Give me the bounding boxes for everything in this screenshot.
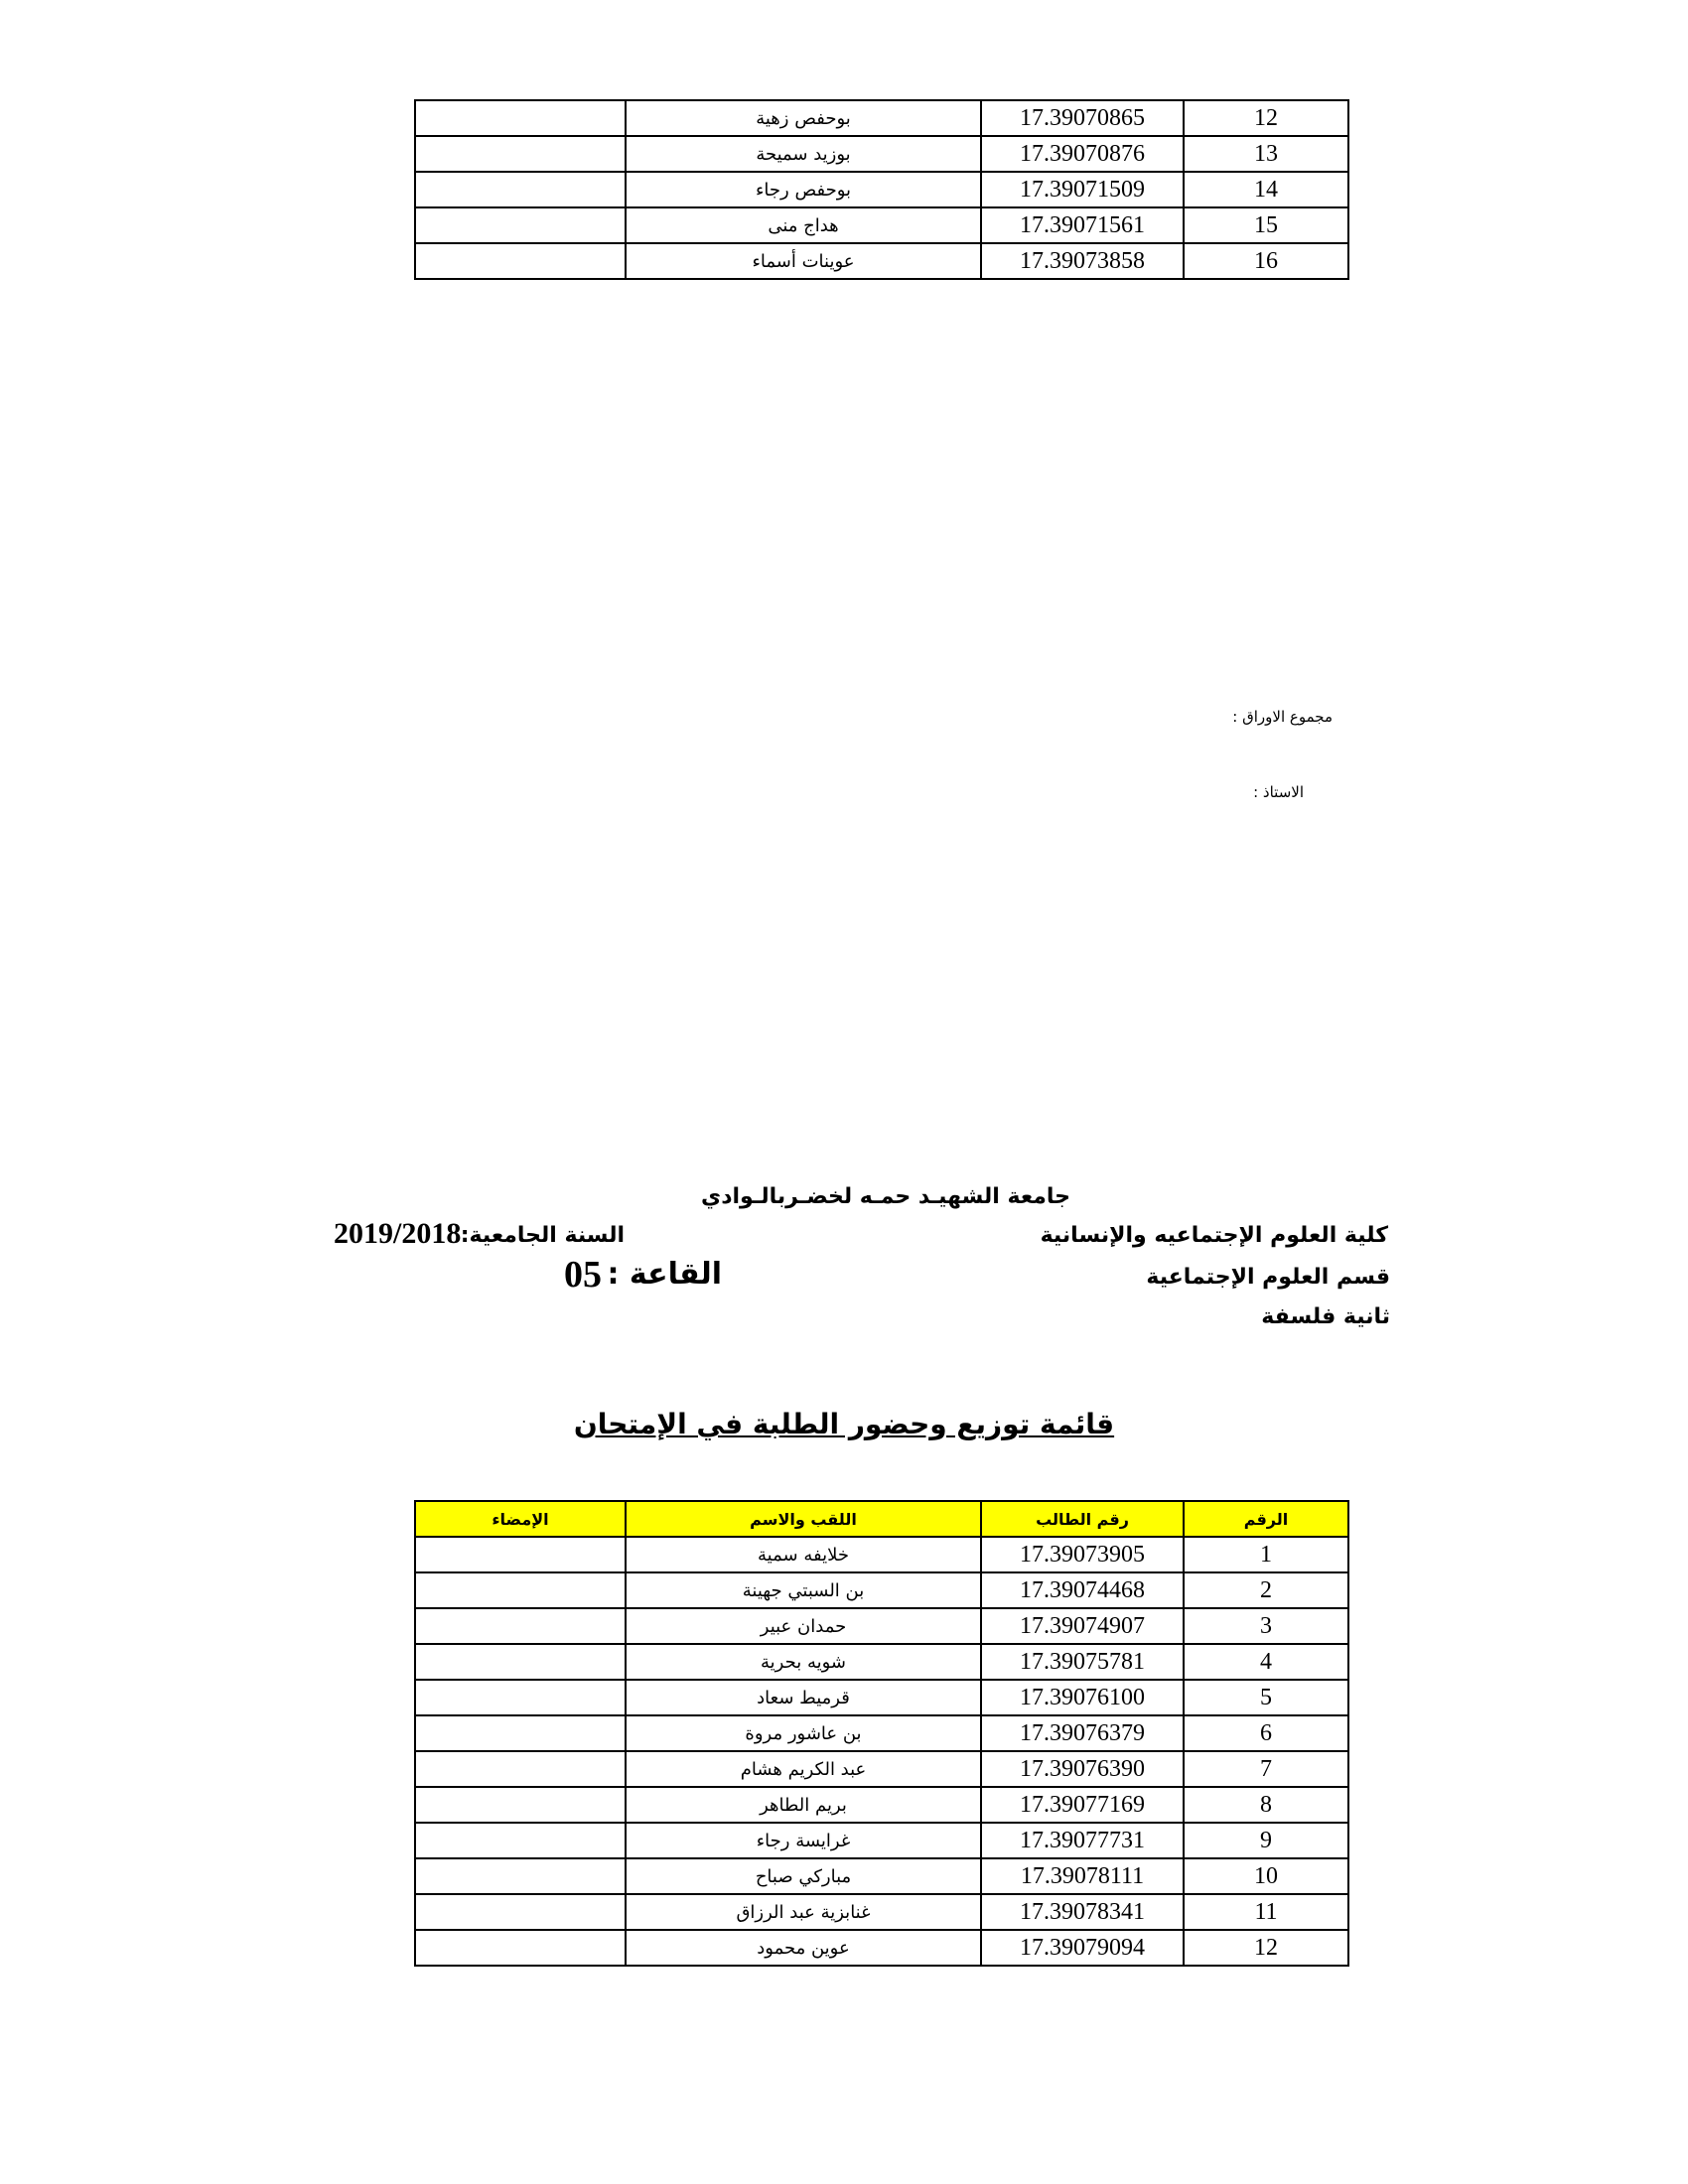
student-id-cell: 17.39079094 <box>981 1930 1184 1966</box>
name-cell: بوزيد سميحة <box>626 136 981 172</box>
student-id-cell: 17.39078111 <box>981 1858 1184 1894</box>
previous-page-table <box>414 99 1349 280</box>
professor-label: الاستاذ : <box>1253 783 1304 801</box>
student-id-cell: 17.39074468 <box>981 1572 1184 1608</box>
row-number-cell: 7 <box>1184 1751 1348 1787</box>
signature-cell <box>415 1608 626 1644</box>
student-id-cell: 17.39074907 <box>981 1608 1184 1644</box>
row-number-cell: 9 <box>1184 1823 1348 1858</box>
table-row <box>415 1787 1348 1823</box>
student-id-cell: 17.39077731 <box>981 1823 1184 1858</box>
name-cell: بوحفص زهية <box>626 100 981 136</box>
row-number-cell: 10 <box>1184 1858 1348 1894</box>
table-row <box>415 172 1348 207</box>
row-number-cell: 14 <box>1184 172 1348 207</box>
signature-cell <box>415 1715 626 1751</box>
table-row <box>415 207 1348 243</box>
signature-cell <box>415 1930 626 1966</box>
name-cell: بن السبتي جهينة <box>626 1572 981 1608</box>
table-row <box>415 100 1348 136</box>
name-cell: هداج منى <box>626 207 981 243</box>
signature-cell <box>415 100 626 136</box>
table-row <box>415 1680 1348 1715</box>
table-row <box>415 136 1348 172</box>
row-number-cell: 13 <box>1184 136 1348 172</box>
table-row <box>415 1537 1348 1572</box>
attendance-table-body <box>415 1537 1348 1966</box>
level-name: ثانية فلسفة <box>1261 1304 1390 1329</box>
name-cell: حمدان عبير <box>626 1608 981 1644</box>
header-signature: الإمضاء <box>415 1501 626 1537</box>
header-name: اللقب والاسم <box>626 1501 981 1537</box>
name-cell: قرميط سعاد <box>626 1680 981 1715</box>
row-number-cell: 8 <box>1184 1787 1348 1823</box>
signature-cell <box>415 136 626 172</box>
student-id-cell: 17.39076379 <box>981 1715 1184 1751</box>
name-cell: مباركي صباح <box>626 1858 981 1894</box>
name-cell: عبد الكريم هشام <box>626 1751 981 1787</box>
student-id-cell: 17.39078341 <box>981 1894 1184 1930</box>
table-row <box>415 1608 1348 1644</box>
table-row <box>415 1930 1348 1966</box>
row-number-cell: 12 <box>1184 100 1348 136</box>
hall-number: 05 <box>564 1254 602 1296</box>
row-number-cell: 3 <box>1184 1608 1348 1644</box>
name-cell: غرايسة رجاء <box>626 1823 981 1858</box>
name-cell: خلايفه سمية <box>626 1537 981 1572</box>
department-name: قسم العلوم الإجتماعية <box>1146 1265 1390 1290</box>
row-number-cell: 16 <box>1184 243 1348 279</box>
student-id-cell: 17.39070865 <box>981 100 1184 136</box>
student-id-cell: 17.39071509 <box>981 172 1184 207</box>
academic-year-value: 2019/2018 <box>334 1217 462 1250</box>
academic-year-label: السنة الجامعية: <box>460 1223 625 1248</box>
row-number-cell: 5 <box>1184 1680 1348 1715</box>
student-id-cell: 17.39075781 <box>981 1644 1184 1680</box>
page-title: قائمة توزيع وحضور الطلبة في الإمتحان <box>573 1408 1115 1440</box>
signature-cell <box>415 1644 626 1680</box>
header-number: الرقم <box>1184 1501 1348 1537</box>
row-number-cell: 2 <box>1184 1572 1348 1608</box>
student-id-cell: 17.39077169 <box>981 1787 1184 1823</box>
name-cell: بوحفص رجاء <box>626 172 981 207</box>
table-row <box>415 1644 1348 1680</box>
university-name: جامعة الشهيـد حمـه لخضـربالـوادي <box>701 1184 1070 1209</box>
row-number-cell: 12 <box>1184 1930 1348 1966</box>
signature-cell <box>415 172 626 207</box>
table-row <box>415 1823 1348 1858</box>
name-cell: بن عاشور مروة <box>626 1715 981 1751</box>
signature-cell <box>415 1680 626 1715</box>
student-id-cell: 17.39070876 <box>981 136 1184 172</box>
name-cell: عوين محمود <box>626 1930 981 1966</box>
signature-cell <box>415 1572 626 1608</box>
signature-cell <box>415 243 626 279</box>
student-id-cell: 17.39076390 <box>981 1751 1184 1787</box>
table-row <box>415 1894 1348 1930</box>
table-row <box>415 1572 1348 1608</box>
signature-cell <box>415 1858 626 1894</box>
hall-label: القاعة : <box>607 1257 722 1292</box>
row-number-cell: 15 <box>1184 207 1348 243</box>
attendance-table-header <box>415 1501 1348 1537</box>
name-cell: عوينات أسماء <box>626 243 981 279</box>
signature-cell <box>415 1537 626 1572</box>
row-number-cell: 4 <box>1184 1644 1348 1680</box>
student-id-cell: 17.39071561 <box>981 207 1184 243</box>
student-id-cell: 17.39073905 <box>981 1537 1184 1572</box>
signature-cell <box>415 1751 626 1787</box>
signature-cell <box>415 207 626 243</box>
table-row <box>415 1858 1348 1894</box>
table-row <box>415 243 1348 279</box>
name-cell: غنابزية عبد الرزاق <box>626 1894 981 1930</box>
row-number-cell: 6 <box>1184 1715 1348 1751</box>
row-number-cell: 11 <box>1184 1894 1348 1930</box>
row-number-cell: 1 <box>1184 1537 1348 1572</box>
student-id-cell: 17.39073858 <box>981 243 1184 279</box>
name-cell: بريم الطاهر <box>626 1787 981 1823</box>
table-row <box>415 1715 1348 1751</box>
name-cell: شويه بحرية <box>626 1644 981 1680</box>
header-student-id: رقم الطالب <box>981 1501 1184 1537</box>
attendance-table <box>414 1500 1349 1967</box>
table-row <box>415 1751 1348 1787</box>
previous-page-table-body <box>415 100 1348 279</box>
faculty-name: كلية العلوم الإجتماعيه والإنسانية <box>1040 1223 1388 1248</box>
signature-cell <box>415 1787 626 1823</box>
total-sheets-label: مجموع الاوراق : <box>1232 708 1333 726</box>
signature-cell <box>415 1894 626 1930</box>
student-id-cell: 17.39076100 <box>981 1680 1184 1715</box>
signature-cell <box>415 1823 626 1858</box>
